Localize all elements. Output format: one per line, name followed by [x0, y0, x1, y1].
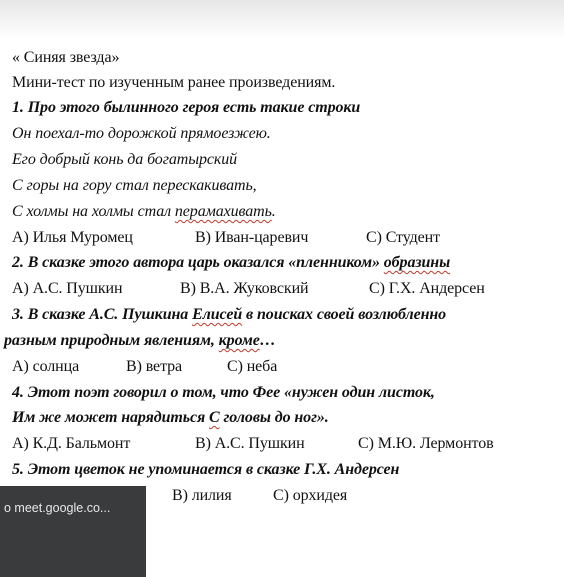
q1-option-a: А) Илья Муромец [12, 229, 133, 246]
question-3-text-b: в поисках своей возлюбленно [242, 306, 447, 323]
verse-line-2: Его добрый конь да богатырский [12, 151, 238, 168]
q4-option-c: С) М.Ю. Лермонтов [358, 435, 494, 452]
question-4-letter: С [209, 409, 220, 426]
question-4-cont-b: головы до ног». [219, 409, 329, 426]
q2-option-a: А) А.С. Пушкин [12, 280, 123, 297]
q5-options [172, 486, 347, 506]
question-3-cont-a: разным природным явлениям, [4, 332, 219, 349]
question-2-tail: образины [383, 254, 451, 271]
q1-option-b: В) Иван-царевич [195, 229, 309, 246]
q4-option-b: В) А.С. Пушкин [195, 435, 305, 452]
q1-options [12, 228, 440, 248]
question-4-cont [12, 408, 329, 428]
question-5: 5. Этот цветок не упоминается в сказке Г.Х. Андерсен [12, 461, 400, 478]
verse-line-4-end: . [271, 203, 276, 220]
question-3 [12, 305, 446, 325]
q5-option-b: В) лилия [172, 487, 232, 504]
notification-text: о meet.google.co... [4, 501, 111, 515]
q4-option-a: А) К.Д. Бальмонт [12, 435, 131, 452]
question-4: 4. Этот поэт говорил о том, что Фее «нужен один листок, [12, 384, 435, 401]
doc-title: « Синяя звезда» [12, 49, 120, 66]
q1-option-c: С) Студент [366, 229, 441, 246]
screen-share-notification[interactable] [0, 486, 146, 577]
verse-line-4 [12, 202, 276, 222]
question-3-name: Елисей [192, 306, 243, 323]
q2-options [12, 279, 485, 299]
question-3-word: кроме [218, 332, 260, 349]
question-4-cont-a: Им же может нарядиться [12, 409, 210, 426]
verse-line-4-start: С холмы на холмы стал [12, 203, 175, 220]
doc-subtitle: Мини-тест по изученным ранее произведениям. [12, 74, 336, 91]
question-3-text-a: 3. В сказке А.С. Пушкина [12, 306, 193, 323]
question-3-cont-b: … [259, 332, 276, 349]
verse-line-1: Он поехал-то дорожкой прямоезжею. [12, 125, 271, 142]
q2-option-c: С) Г.Х. Андерсен [369, 280, 485, 297]
q3-option-b: В) ветра [126, 358, 183, 375]
q3-option-a: А) солнца [12, 358, 80, 375]
q4-options [12, 434, 494, 454]
question-3-cont [4, 331, 276, 351]
verse-line-3: С горы на гору стал перескакивать, [12, 177, 257, 194]
q3-options [12, 357, 277, 377]
q5-option-c: С) орхидея [273, 487, 348, 504]
q2-option-b: В) В.А. Жуковский [180, 280, 309, 297]
question-2 [12, 253, 450, 273]
q3-option-c: С) неба [227, 358, 278, 375]
question-2-text: 2. В сказке этого автора царь оказался «пленником» [12, 254, 384, 271]
misspelled-word: перамахивать [174, 203, 272, 220]
question-1: 1. Про этого былинного героя есть такие строки [12, 99, 361, 116]
